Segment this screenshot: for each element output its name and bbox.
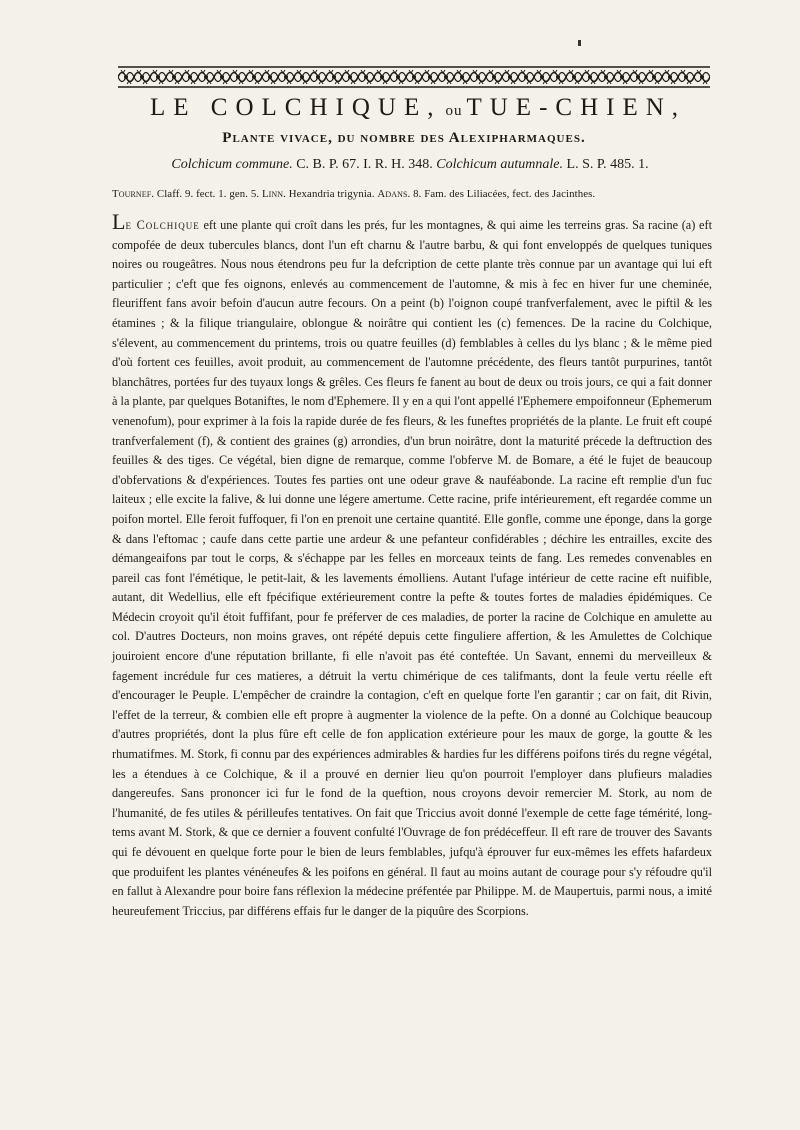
decorative-border-icon [118, 66, 710, 88]
title-ou: ou [445, 103, 463, 119]
synonym-1: Colchicum commune. [171, 157, 293, 172]
page-title [150, 94, 687, 122]
ref-author-1: Tournef. [112, 188, 155, 200]
synonym-ref-1: C. B. P. 67. I. R. H. 348. [292, 157, 437, 172]
classification-refs [112, 188, 712, 200]
page-subtitle: Plante vivace, du nombre des Alexipharmaques. [222, 130, 586, 146]
synonym-ref-2: L. S. P. 485. 1. [563, 157, 649, 172]
ref-author-2: Linn. [261, 188, 286, 200]
drop-cap: L [112, 209, 126, 234]
main-paragraph [112, 209, 712, 921]
title-alt: TUE-CHIEN, [466, 94, 687, 121]
ink-mark [578, 40, 581, 46]
synonyms-line [160, 157, 660, 173]
ref-text-1: Claff. 9. fect. 1. gen. 5. [154, 188, 262, 200]
ref-author-3: Adans. [377, 188, 411, 200]
lead-words: e Colchique [125, 218, 200, 232]
title-main: LE COLCHIQUE, [150, 94, 442, 121]
synonym-2: Colchicum autumnale. [436, 157, 564, 172]
ref-text-2: Hexandria trigynia. [285, 188, 378, 200]
ref-text-3: 8. Fam. des Liliacées, fect. des Jacinthes. [410, 188, 596, 200]
paragraph-text: eft une plante qui croît dans les prés, fur les montagnes, & qui aime les terreins gras. Sa racine (a) eft compofée de deux tubercules blancs, dont l'un eft charnu & l'autre barbu, & qui font enveloppés de quelques tuniques noires ou rougeâtres. Nous nous étendrons peu fur la defcription de cette plante très connue par un avantage qui lui eft particulier ; c'eft que fes oignons, enlevés au commencement de l'automne, & mis à fec en hiver fur une cheminée, fleuriffent fans avoir befoin d'aucun autre fecours. On a peint (b) l'oignon coupé tranfverfalement, avec le piftil & les étamines ; & la filique triangulaire, oblongue & noirâtre qui contient les (c) femences. De la racine du Colchique, s'élevent, au commencement du printems, trois ou quatre feuilles (d) femblables à celles du lys blanc ; & le même pied d'où fortent ces feuilles, avoit produit, au commencement de l'automne précédente, des fleurs tantôt purpurines, tantôt blanchâtres, portées fur des tuyaux longs & grêles. Ces fleurs fe fanent au bout de deux ou trois jours, ce qui a fait donner à la plante, par quelques Botaniftes, le nom d'Ephemere. Il y en a qui l'ont appellé l'Ephemere empoifonneur (Ephemerum venenofum), pour exprimer à la fois la rapide durée de fes fleurs, & les funeftes propriétés de la plante. Le fruit eft coupé tranfverfalement (f), & contient des graines (g) arrondies, d'un brun noirâtre, dont la maturité précede la deftruction des feuilles & des tiges. Ce végétal, bien digne de remarque, comme l'obferve M. de Bomare, a été le fujet de beaucoup d'obfervations & d'expériences. Toutes fes parties ont une odeur grave & nauféabonde. La racine eft remplie d'un fuc laiteux ; elle excite la falive, & lui donne une légere amertume. Cette racine, prife intérieurement, eft regardée comme un poifon mortel. Elle feroit fuffoquer, fi l'on en prenoit une certaine quantité. Elle gonfle, comme une éponge, dans la gorge & dans l'eftomac ; caufe dans cette partie une ardeur & une pefanteur confidérables ; déchire les entrailles, excite des démangeaifons par tout le corps, & s'échappe par les felles en morceaux teints de fang. Les remedes convenables en pareil cas font l'émétique, le petit-lait, & les lavements émolliens. Autant l'ufage intérieur de cette racine eft nuifible, autant, dit Wedellius, elle eft fpécifique extérieurement contre la pefte & toutes fortes de maladies épidémiques. Ce Médecin croyoit qu'il étoit fuffifant, pour fe préferver de ces maladies, de porter la racine de Colchique en amulette au col. D'autres Docteurs, non moins graves, ont répété depuis cette finguliere affertion, & les Amulettes de Colchique jouiroient encore d'une réputation brillante, fi elle n'avoit pas été conteftée. Un Savant, ennemi du merveilleux & fagement incrédule fur ces matieres, a détruit la vertu chimérique de ces talifmants, dont la feule vertu réelle eft d'encourager le Peuple. L'empêcher de craindre la contagion, c'eft en quelque forte l'en garantir ; car on fait, dit Rivin, l'effet de la terreur, & combien elle eft propre à augmenter la violence de la pefte. On a donné au Colchique beaucoup d'autres propriétés, dont la plus fûre eft celle de fon application extérieure pour les maux de gorge, la goutte & les rhumatifmes. M. Stork, fi connu par des expériences admirables & hardies fur les différens poifons tirés du regne végétal, les a étendues à ce Colchique, & il a prouvé en dernier lieu qu'on pourroit l'employer dans plufieurs maladies dangereufes. Sans prononcer ici fur le fond de la queftion, nous croyons devoir remercier M. Stork, au nom de l'humanité, de fes utiles & périlleufes tentatives. On fait que Triccius avoit donné l'exemple de cette fage témérité, long-tems avant M. Stork, & que ce dernier a fouvent confulté l'Ouvrage de fon prédéceffeur. Il eft rare de trouver des Savants qui fe dévouent en quelque forte pour le bien de leurs femblables, jufqu'à éprouver fur eux-mêmes les effets hafardeux que produifent les plantes vénéneufes & les poifons en général. Il faut au moins autant de courage pour s'y réfoudre qu'il en fallut à Alexandre pour boire fans réflexion la médecine préfentée par Philippe. M. de Maupertuis, parmi nous, a imité heureufement Triccius, par différens effais fur le danger de la piquûre des Scorpions. [112, 218, 712, 918]
